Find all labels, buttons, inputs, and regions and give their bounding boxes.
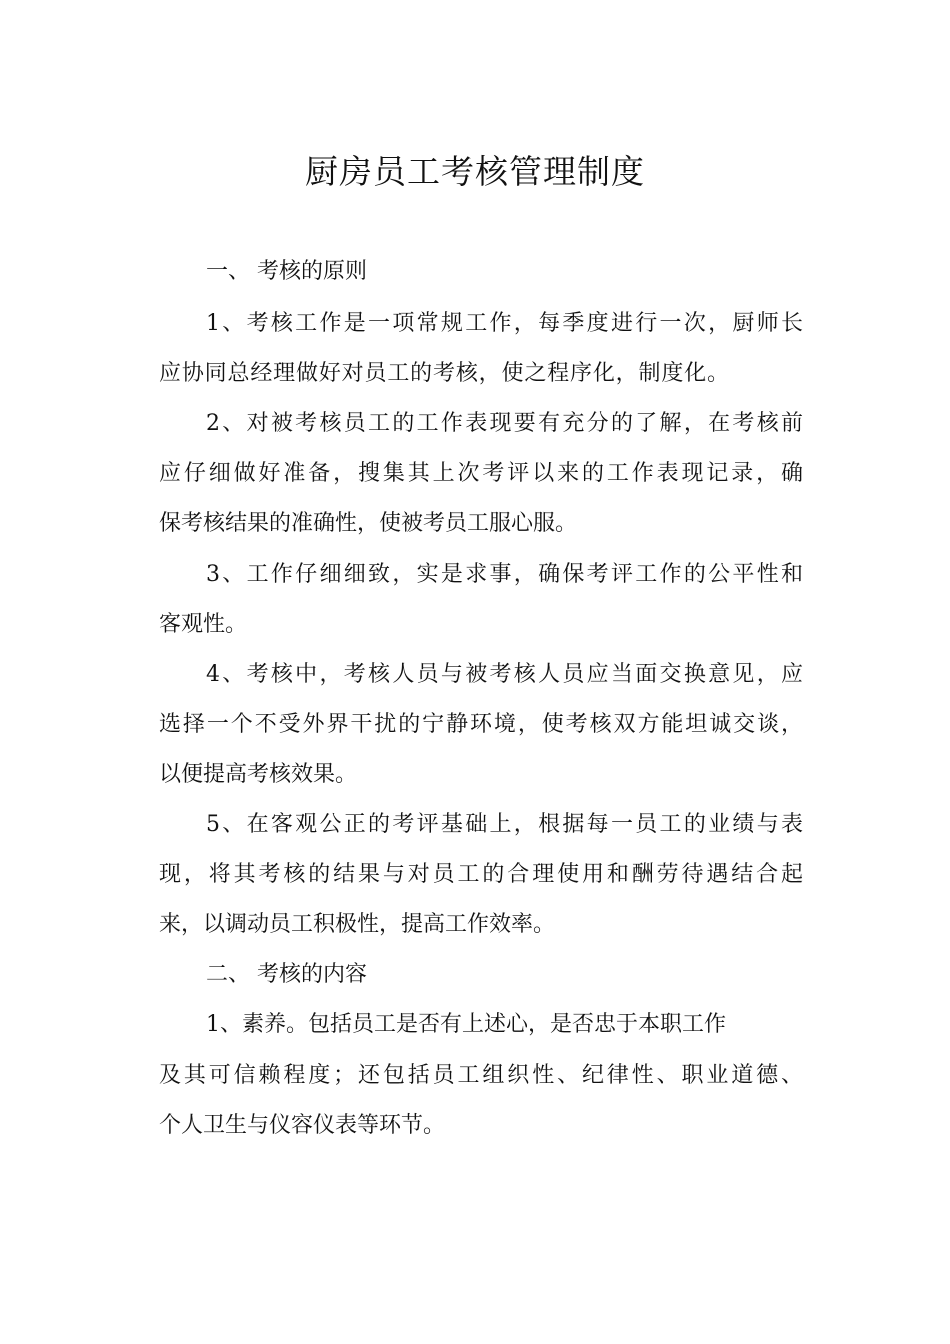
paragraph-line: 5、在客观公正的考评基础上，根据每一员工的业绩与表 [206, 812, 803, 837]
paragraph-line: 2、对被考核员工的工作表现要有充分的了解，在考核前 [206, 411, 803, 436]
paragraph-line: 4、考核中，考核人员与被考核人员应当面交换意见，应 [206, 662, 803, 687]
paragraph-line: 1、素养。包括员工是否有上述心，是否忠于本职工作 [206, 1012, 726, 1037]
paragraph-line: 及其可信赖程度；还包括员工组织性、纪律性、职业道德、 [159, 1063, 803, 1088]
paragraph-line: 客观性。 [159, 612, 248, 637]
section-heading-principles: 一、 考核的原则 [206, 259, 367, 284]
paragraph-line: 来，以调动员工积极性，提高工作效率。 [159, 912, 556, 937]
document-title: 厨房员工考核管理制度 [305, 152, 645, 191]
paragraph-line: 3、工作仔细细致，实是求事，确保考评工作的公平性和 [206, 562, 803, 587]
paragraph-line: 1、考核工作是一项常规工作，每季度进行一次，厨师长 [206, 311, 803, 336]
paragraph-line: 个人卫生与仪容仪表等环节。 [159, 1113, 446, 1138]
paragraph-line: 应协同总经理做好对员工的考核，使之程序化，制度化。 [159, 361, 729, 386]
paragraph-line: 选择一个不受外界干扰的宁静环境，使考核双方能坦诚交谈， [159, 712, 803, 737]
paragraph-line: 现，将其考核的结果与对员工的合理使用和酬劳待遇结合起 [159, 862, 803, 887]
section-heading-content: 二、 考核的内容 [206, 962, 367, 987]
paragraph-line: 应仔细做好准备，搜集其上次考评以来的工作表现记录，确 [159, 461, 803, 486]
paragraph-line: 以便提高考核效果。 [159, 762, 358, 787]
paragraph-line: 保考核结果的准确性，使被考员工服心服。 [159, 511, 578, 536]
